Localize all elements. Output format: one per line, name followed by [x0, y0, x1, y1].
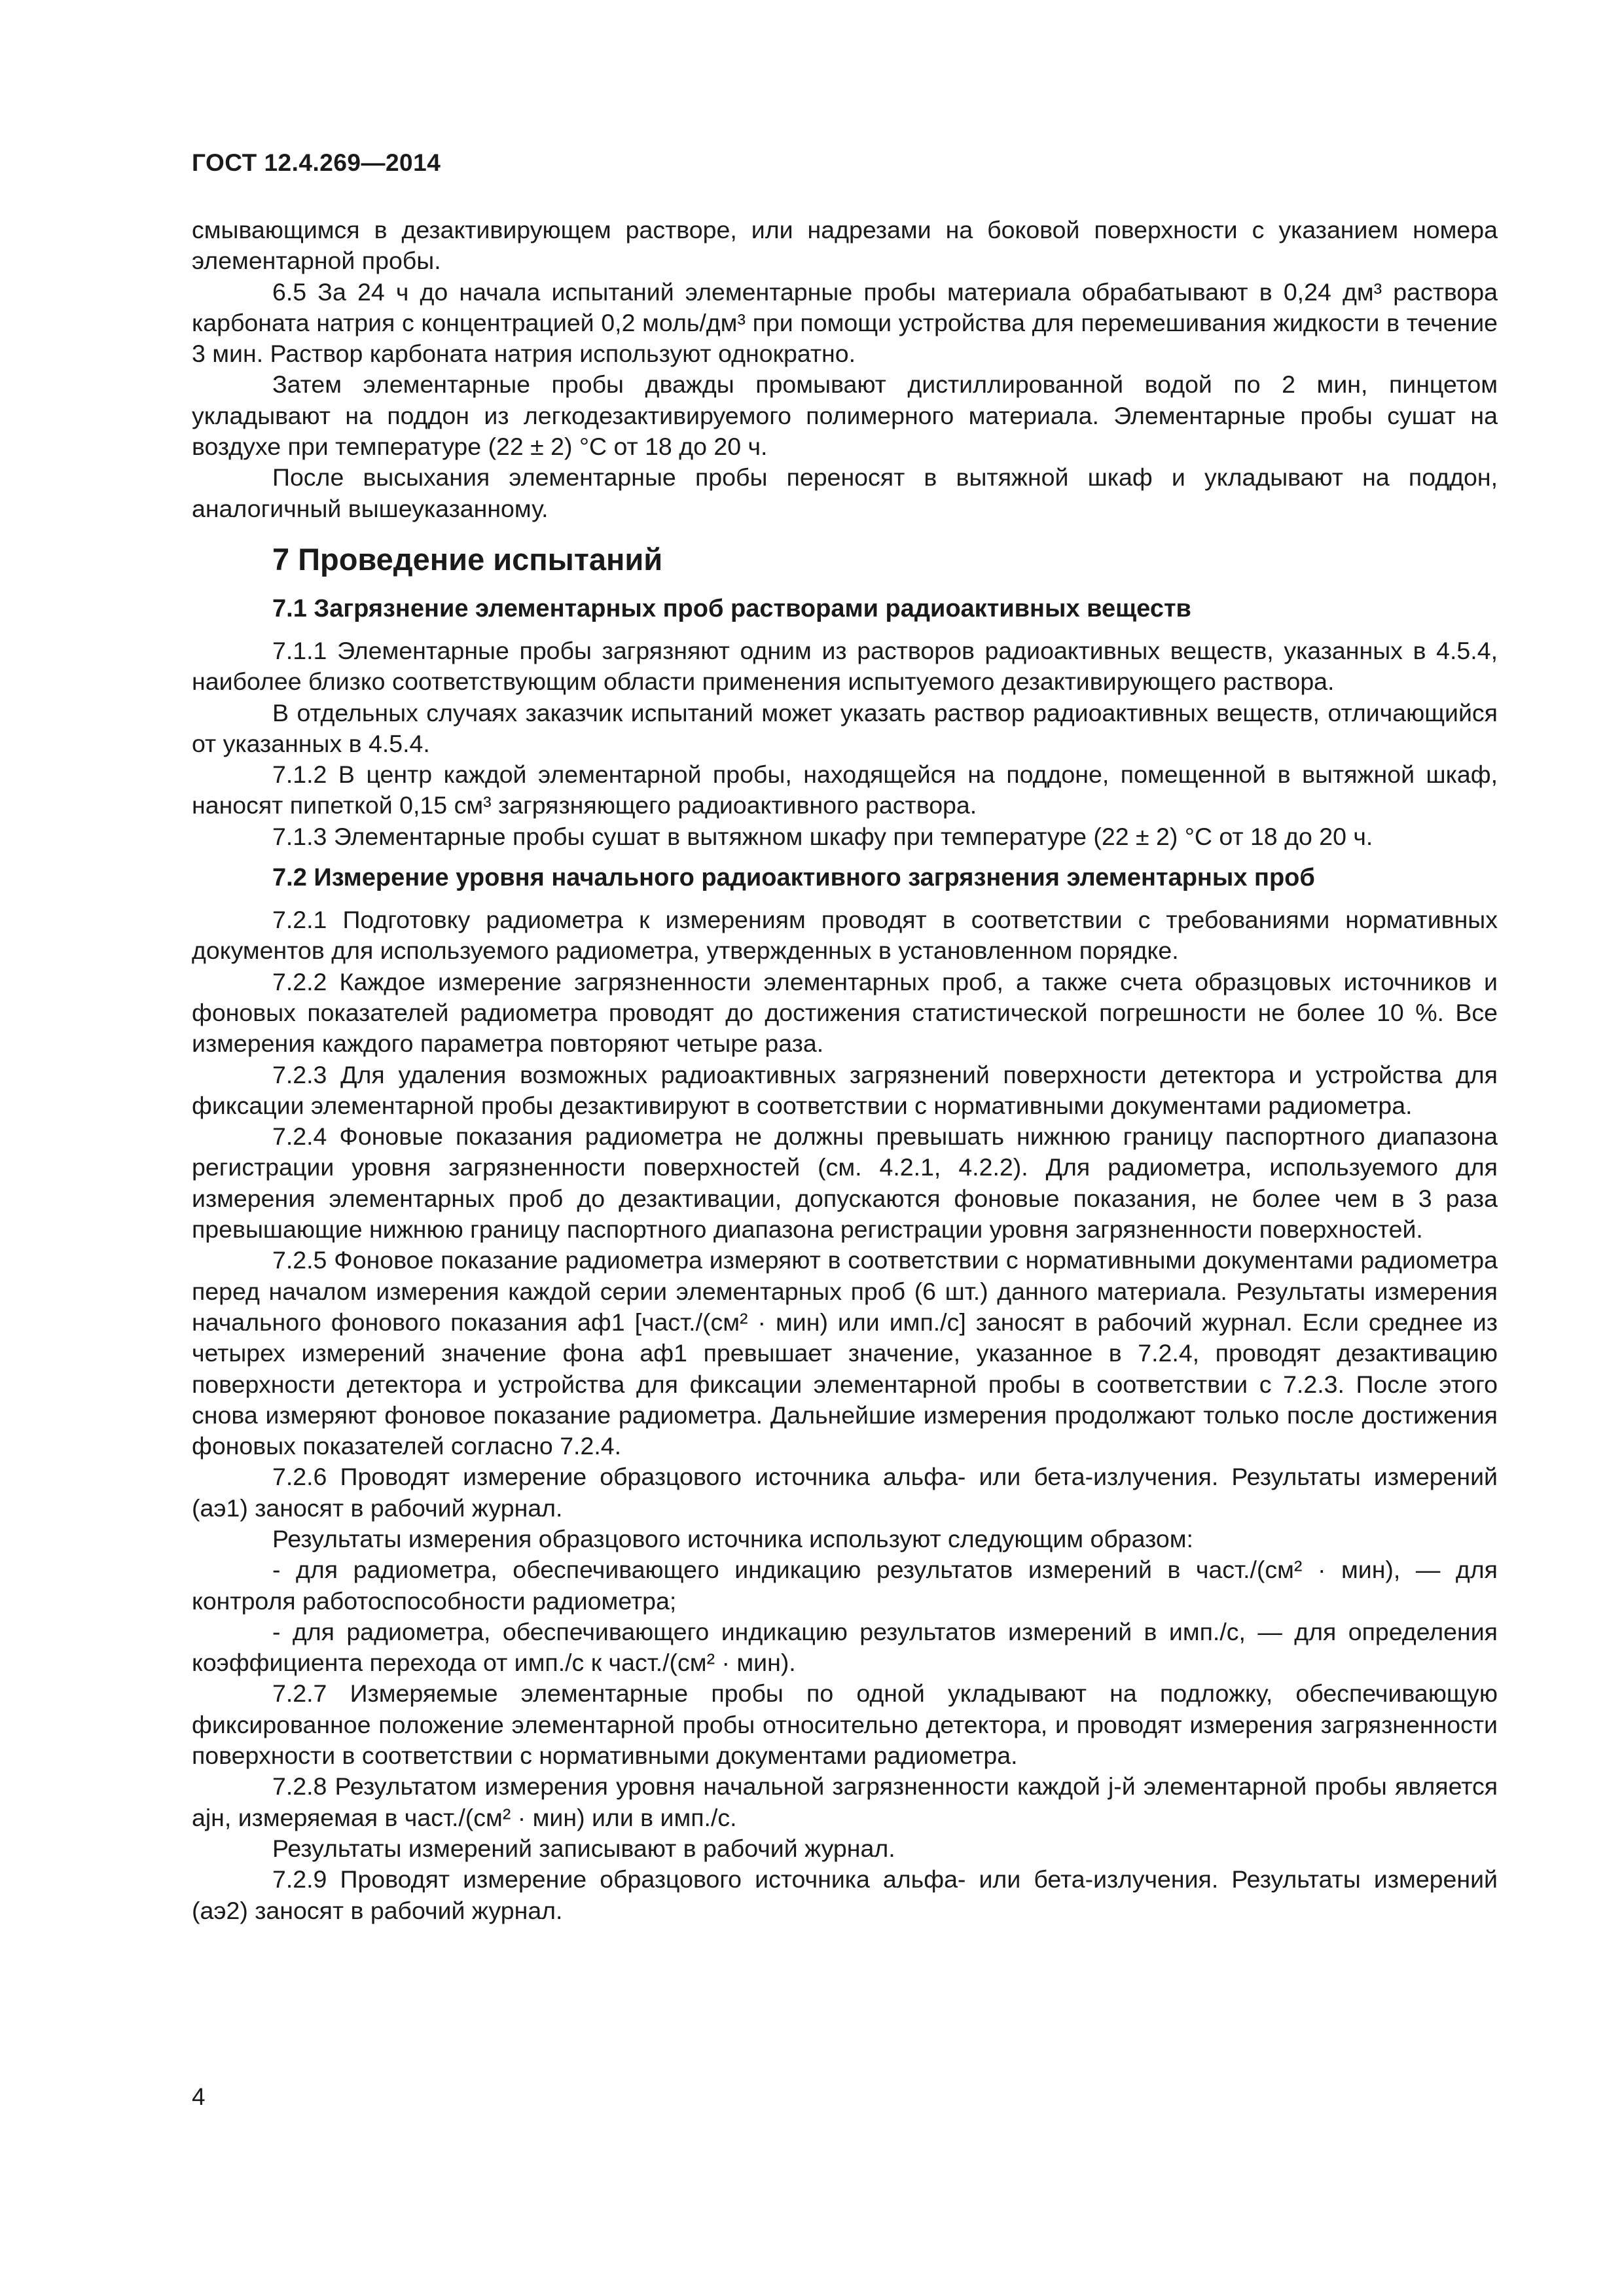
subsection-heading: 7.2 Измерение уровня начального радиоактивного загрязнения элементарных проб [272, 864, 1315, 892]
paragraph: 7.2.3 Для удаления возможных радиоактивных загрязнений поверхности детектора и устройства для фиксации элементарной пробы дезактивируют в соответствии с нормативными документами радиометра. [192, 1060, 1498, 1119]
section-heading: 7 Проведение испытаний [272, 541, 663, 577]
paragraph: 7.2.1 Подготовку радиометра к измерениям проводят в соответствии с требованиями нормативных документов для используемого радиометра, утвержденных в установленном порядке. [192, 906, 1498, 965]
subsection-heading: 7.1 Загрязнение элементарных проб растворами радиоактивных веществ [272, 594, 1191, 622]
paragraph: 7.2.9 Проводят измерение образцового источника альфа- или бета-излучения. Результаты измерений (aэ2) заносят в рабочий журнал. [192, 1865, 1498, 1924]
paragraph: 7.1.2 В центр каждой элементарной пробы, находящейся на поддоне, помещенной в вытяжной шкаф, наносят пипеткой 0,15 см³ загрязняющего радиоактивного раствора. [192, 761, 1498, 819]
paragraph: смывающимся в дезактивирующем растворе, или надрезами на боковой поверхности с указанием номера элементарной пробы. [192, 216, 1498, 275]
document-body [192, 215, 1498, 1926]
paragraph: В отдельных случаях заказчик испытаний может указать раствор радиоактивных веществ, отличающийся от указанных в 4.5.4. [192, 698, 1498, 757]
paragraph: Затем элементарные пробы дважды промывают дистиллированной водой по 2 мин, пинцетом укладывают на поддон из легкодезактивируемого полимерного материала. Элементарные пробы сушат на воздухе при температуре (22 ± 2) °С от 18 до 20 ч. [192, 370, 1498, 461]
paragraph: 7.2.4 Фоновые показания радиометра не должны превышать нижнюю границу паспортного диапазона регистрации уровня загрязненности поверхностей (см. 4.2.1, 4.2.2). Для радиометра, используемого для измерения элементарных проб до дезактивации, допускаются фоновые показания, не более чем в 3 раза превышающие нижнюю границу паспортного диапазона регистрации уровня загрязненности поверхностей. [192, 1122, 1498, 1244]
paragraph: 7.2.7 Измеряемые элементарные пробы по одной укладывают на подложку, обеспечивающую фиксированное положение элементарной пробы относительно детектора, и проводят измерения загрязненности поверхности в соответствии с нормативными документами радиометра. [192, 1679, 1498, 1770]
paragraph: 7.1.3 Элементарные пробы сушат в вытяжном шкафу при температуре (22 ± 2) °С от 18 до 20 ч. [272, 822, 1373, 850]
paragraph: Результаты измерений записывают в рабочий журнал. [272, 1834, 895, 1862]
paragraph: 7.2.2 Каждое измерение загрязненности элементарных проб, а также счета образцовых источников и фоновых показателей радиометра проводят до достижения статистической погрешности не более 10 %. Все измерения каждого параметра повторяют четыре раза. [192, 967, 1498, 1058]
paragraph: 7.1.1 Элементарные пробы загрязняют одним из растворов радиоактивных веществ, указанных в 4.5.4, наиболее близко соответствующим области применения испытуемого дезактивирующего раствора. [192, 636, 1498, 696]
paragraph: Результаты измерения образцового источника используют следующим образом: [272, 1524, 1193, 1552]
paragraph: 7.2.5 Фоновое показание радиометра измеряют в соответствии с нормативными документами радиометра перед началом измерения каждой серии элементарных проб (6 шт.) данного материала. Результаты измерения начального фонового показания aф1 [част./(см² · мин) или имп./с] заносят в рабочий журнал. Если среднее из четырех измерений значение фона aф1 превышает значение, указанное в 7.2.4, проводят дезактивацию поверхности детектора и устройства для фиксации элементарной пробы в соответствии с 7.2.3. После этого снова измеряют фоновое показание радиометра. Дальнейшие измерения продолжают только после достижения фоновых показателей согласно 7.2.4. [192, 1246, 1498, 1460]
page-number: 4 [192, 2083, 206, 2110]
paragraph: 6.5 За 24 ч до начала испытаний элементарные пробы материала обрабатывают в 0,24 дм³ раствора карбоната натрия с концентрацией 0,2 моль/дм³ при помощи устройства для перемешивания жидкости в течение 3 мин. Раствор карбоната натрия используют однократно. [192, 278, 1498, 368]
list-item: - для радиометра, обеспечивающего индикацию результатов измерений в имп./с, — для определения коэффициента перехода от имп./с к част./(см² · мин). [192, 1617, 1498, 1677]
list-item: - для радиометра, обеспечивающего индикацию результатов измерений в част./(см² · мин), — для контроля работоспособности радиометра; [192, 1556, 1498, 1615]
paragraph: После высыхания элементарные пробы переносят в вытяжной шкаф и укладывают на поддон, аналогичный вышеуказанному. [192, 463, 1498, 522]
document-header: ГОСТ 12.4.269—2014 [192, 149, 441, 176]
paragraph: 7.2.8 Результатом измерения уровня начальной загрязненности каждой j-й элементарной пробы является ajн, измеряемая в част./(см² · мин) или в имп./с. [192, 1772, 1498, 1831]
paragraph: 7.2.6 Проводят измерение образцового источника альфа- или бета-излучения. Результаты измерений (aэ1) заносят в рабочий журнал. [192, 1463, 1498, 1522]
